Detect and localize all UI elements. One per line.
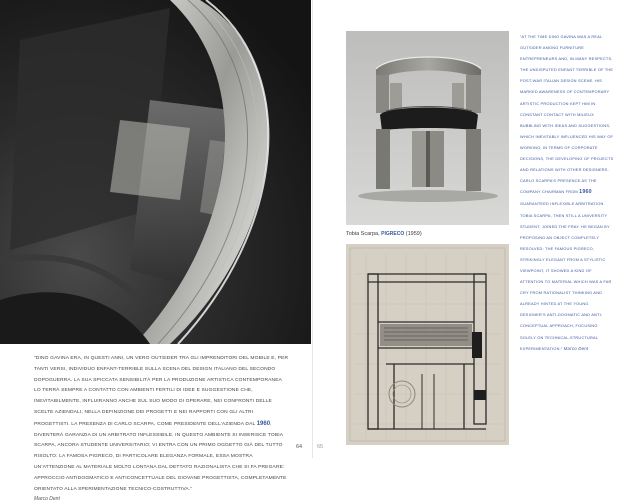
pigreco-chair-image <box>346 31 509 225</box>
italian-quote-body: “DINO GAVINA ERA, IN QUESTI ANNI, UN VERO OUTSIDER TRA GLI IMPRENDITORI DEL MOBILE E, PER TANTI VERSI, INDIVIDUO ENFANT-TERRIBLE SULLA SCENA DEL DESIGN ITALIANO DEL SECONDO DOPOGUERRA. LA SUA SPICCATA SENSIBILITÀ PER LA PRODUZIONE ARTISTICA CONTEMPORANEA LO TERRÀ SEMPRE A CONTATTO CON AMBIENTI FERTILI DI IDEE E SUGGESTIONE CHE, INEVITABILMENTE, INFLUIRANNO ANCHE SUL SUO MODO DI OPERARE, NEI CONFRONTI DELLE SCELTE AZIENDALI, NELLA DEFINIZIONE DEI PROGETTI E NEI RAPPORTI CON GLI ALTRI PROGETTISTI. LA PRESENZA DI CARLO SCARPA, COME PRESIDENTE DELL’AZIENDA DAL 1960, DIVENTERÀ GARANZIA DI UN ARBITRATO INFLESSIBILE. IN QUESTO AMBIENTE SI INSERISCE TOBIA SCARPA, ANCORA STUDENTE UNIVERSITARIO; VI ENTRA CON UN PRIMO OGGETTO GIÀ DEL TUTTO RISOLTO: LA FAMOSA PIGRECO, DI PARTICOLARE ELEGANZA FORMALE, ESSA MOSTRA UN’ATTENZIONE AL MATERIALE MOLTO LONTANA DAL DETTATO RAZIONALISTA CHE SI FA PREGARE: APPROCCIO ANTIDOGMATICO E ANTICONCETTUALE DEL GIOVANE PROGETTISTA, COMPLETAMENTE ORIENTATO ALLA SPERIMENTAZIONE TECNICO-COSTRUTTIVA.” <box>34 356 289 492</box>
pigreco-chair-photo <box>346 31 509 225</box>
caption-designer: Tobia Scarpa, <box>346 231 380 237</box>
caption-year: (1959) <box>405 231 422 237</box>
pigreco-technical-drawing <box>346 244 509 445</box>
english-quote-body: “AT THE TIME DINO GAVINA WAS A REAL OUTSIDER AMONG FURNITURE ENTREPRENEURS AND, IN MANY RESPECTS, THE UNDISPUTED ENFANT TERRIBLE OF THE POST-WAR ITALIAN DESIGN SCENE. HIS MARKED AWARENESS OF CONTEMPORARY ARTISTIC PRODUCTION KEPT HIM IN CONSTANT CONTACT WITH MILIEUX BUBBLING WITH IDEAS AND SUGGESTIONS, WHICH INEVITABLY INFLUENCED HIS WAY OF WORKING, IN TERMS OF CORPORATE DECISIONS, THE DEVELOPING OF PROJECTS AND RELATIONS WITH OTHER DESIGNERS. CARLO SCARPA’S PRESENCE AS THE COMPANY CHAIRMAN FROM 1960 GUARANTEED INFLEXIBLE ARBITRATION. TOBIA SCARPA, THEN STILL A UNIVERSITY STUDENT, JOINED THE FRAY. HE BEGAN BY PROPOSING AN OBJECT COMPLETELY RESOLVED: THE FAMOUS PIGRECO, STRIKINGLY ELEGANT FROM A STYLISTIC VIEWPOINT, IT SHOWED A KIND OF ATTENTION TO MATERIAL WHICH WAS A FAR CRY FROM RATIONALIST THINKING AND ALREADY HINTED AT THE YOUNG DESIGNER’S ANTI-DOGMATIC AND ANTI-CONCEPTUAL APPROACH, FOCUSING SOLELY ON TECHNICAL-STRUCTURAL EXPERIMENTATION.” Marco Dent <box>520 34 614 351</box>
english-quote-year: 1960 <box>579 189 592 196</box>
page-gutter <box>312 0 313 458</box>
folio-right: 65 <box>317 444 324 450</box>
english-quote <box>520 31 614 354</box>
bentwood-closeup-photo <box>0 0 311 344</box>
folio-left: 64 <box>296 444 303 450</box>
bentwood-closeup-image <box>0 0 311 344</box>
italian-quote-year: 1960 <box>256 420 271 427</box>
technical-drawing-image <box>346 244 509 445</box>
caption-model: PIGRECO <box>381 231 405 237</box>
english-quote-author: Marco Dent <box>563 345 589 351</box>
italian-quote-author: Marco Dent <box>34 496 60 502</box>
photo-caption <box>346 231 422 237</box>
italian-quote <box>34 354 290 502</box>
